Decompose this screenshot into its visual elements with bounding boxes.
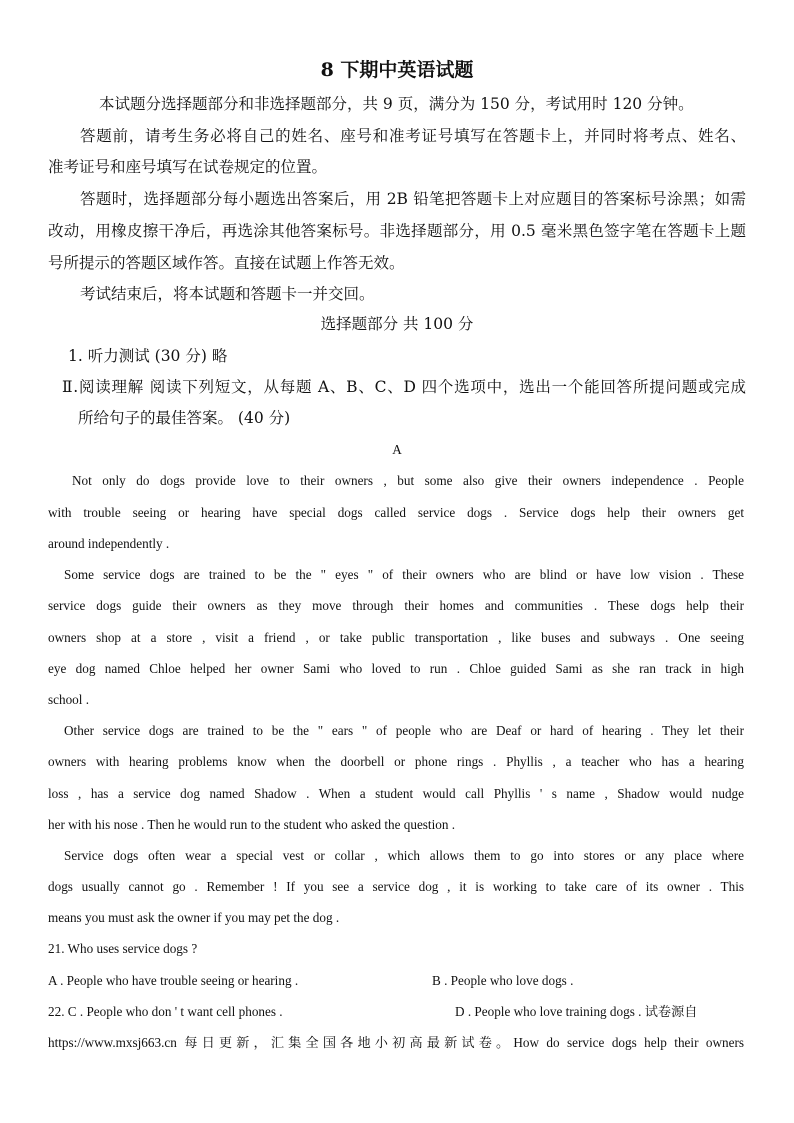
part-2-heading: Ⅱ.阅读理解 阅读下列短文，从每题 A、B、C、D 四个选项中，选出一个能回答所提问题或完成 xyxy=(62,378,746,396)
passage-line: with trouble seeing or hearing have special dogs called service dogs . Service dogs help their owners get xyxy=(48,505,744,520)
passage-line: school . xyxy=(48,692,90,707)
passage-label: A xyxy=(392,442,402,457)
instruction-line-6: 号所提示的答题区域作答。直接在试题上作答无效。 xyxy=(48,254,405,272)
instruction-line-4: 答题时，选择题部分每小题选出答案后，用 2B 铅笔把答题卡上对应题目的答案标号涂黑；如需 xyxy=(80,190,746,208)
question-22-option-d: D . People who love training dogs . 试卷源自 xyxy=(455,1004,698,1019)
passage-line: her with his nose . Then he would run to the student who asked the question . xyxy=(48,817,456,832)
question-21: 21. Who uses service dogs ? xyxy=(48,941,198,956)
passage-line: Service dogs often wear a special vest or collar , which allows them to go into stores or any place where xyxy=(64,848,744,863)
passage-line: dogs usually cannot go . Remember ! If you see a service dog , it is working to take care of its owner . This xyxy=(48,879,744,894)
question-22-option-c: 22. C . People who don ' t want cell phones . xyxy=(48,1004,283,1019)
source-line: https://www.mxsj663.cn 每日更新，汇集全国各地小初高最新试卷。How do service dogs help their owners xyxy=(48,1035,744,1050)
passage-line: owners with hearing problems know when the doorbell or phone rings . Phyllis , a teacher who has a hearing xyxy=(48,754,744,769)
instruction-line-7: 考试结束后，将本试题和答题卡一并交回。 xyxy=(80,285,375,303)
passage-line: eye dog named Chloe helped her owner Sami who loved to run . Chloe guided Sami as she ran track in high xyxy=(48,661,744,676)
passage-line: owners shop at a store , visit a friend , or take public transportation , like buses and subways . One seeing xyxy=(48,630,744,645)
instruction-line-3: 准考证号和座号填写在试卷规定的位置。 xyxy=(48,158,328,176)
instruction-line-5: 改动，用橡皮擦干净后，再选涂其他答案标号。非选择题部分，用 0.5 毫米黑色签字笔在答题卡上题 xyxy=(48,222,746,240)
question-21-option-a: A . People who have trouble seeing or hearing . xyxy=(48,973,299,988)
passage-line: Some service dogs are trained to be the " eyes " of their owners who are blind or have low vision . These xyxy=(64,567,744,582)
passage-line: service dogs guide their owners as they move through their homes and communities . These dogs help their xyxy=(48,598,744,613)
part-2-heading-cont: 所给句子的最佳答案。 (40 分) xyxy=(78,409,291,427)
question-21-option-b: B . People who love dogs . xyxy=(432,973,574,988)
passage-line: Other service dogs are trained to be the " ears " of people who are Deaf or hard of hearing . They let their xyxy=(64,723,744,738)
passage-line: means you must ask the owner if you may pet the dog . xyxy=(48,910,340,925)
passage-line: loss , has a service dog named Shadow . When a student would call Phyllis ' s name , Shadow would nudge xyxy=(48,786,744,801)
instruction-line-2: 答题前，请考生务必将自己的姓名、座号和准考证号填写在答题卡上，并同时将考点、姓名、 xyxy=(80,127,746,145)
page-title: 8 下期中英语试题 xyxy=(320,59,474,81)
instruction-line-1: 本试题分选择题部分和非选择题部分，共 9 页，满分为 150 分，考试用时 120 分钟。 xyxy=(99,95,694,113)
section-heading: 选择题部分 共 100 分 xyxy=(320,315,474,333)
passage-line: around independently . xyxy=(48,536,170,551)
passage-line: Not only do dogs provide love to their owners , but some also give their owners independence . People xyxy=(72,473,744,488)
part-1-listening: 1. 听力测试 (30 分) 略 xyxy=(68,347,228,365)
